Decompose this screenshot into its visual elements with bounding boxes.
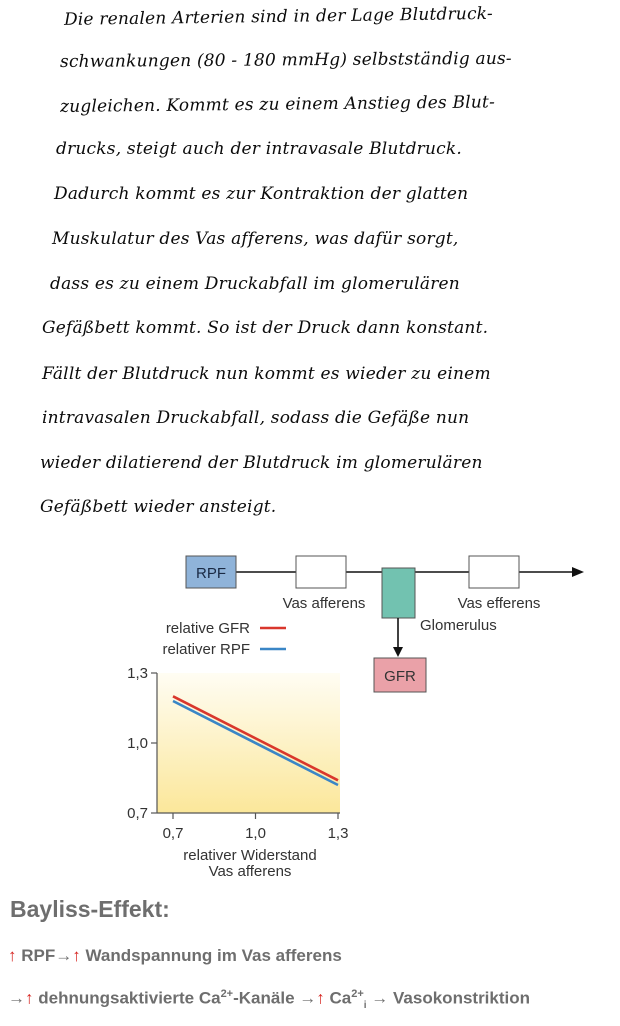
right-arrow-icon: → [371,988,389,1008]
vas-afferens-box [296,556,346,588]
glomerulus-box [382,568,415,618]
glomerulus-label: Glomerulus [420,617,497,634]
x-axis-title: Vas afferens [208,863,292,880]
note-line: zugleichen. Kommt es zu einem Anstieg des Blut- [59,92,496,117]
note-line: wieder dilatierend der Blutdruck im glomerulären [40,453,483,473]
note-line: dass es zu einem Druckabfall im glomerulären [50,274,460,294]
vas-afferens-label: Vas afferens [282,595,366,612]
note-line: Die renalen Arterien sind in der Lage Blutdruck- [63,3,494,30]
increase-arrow-icon: ↑ [8,946,17,965]
note-line: intravasalen Druckabfall, sodass die Gefäße nun [42,408,470,428]
summary-heading: Bayliss-Effekt: [10,896,170,922]
increase-arrow-icon: ↑ [316,988,325,1008]
plot-area [157,673,340,813]
formula-rpf: RPF [21,946,56,965]
formula-text: dehnungsaktivierte Ca [38,988,221,1008]
increase-arrow-icon: ↑ [25,988,34,1008]
legend-label-rpf: relativer RPF [162,641,250,658]
y-tick-label: 1,0 [127,735,148,752]
formula-sup: 2+ [220,988,234,1000]
formula-sup: 2+ [351,988,364,1000]
gfr-arrow-head [393,647,403,657]
right-arrow-icon: → [8,988,25,1008]
bayliss-diagram [0,540,620,890]
note-line: Gefäßbett wieder ansteigt. [40,497,277,517]
x-tick-label: 0,7 [162,825,184,842]
note-line: Dadurch kommt es zur Kontraktion der glatten [54,184,469,204]
right-arrow-icon: → [55,946,73,965]
formula-sub: i [363,1000,367,1012]
y-tick-label: 1,3 [127,665,148,682]
formula-line-1 [8,946,342,966]
formula-text: Ca [329,988,352,1008]
note-line: drucks, steigt auch der intravasale Blutdruck. [56,139,462,159]
x-tick-label: 1,0 [245,825,266,842]
right-arrow-icon: → [299,988,317,1008]
note-line: Gefäßbett kommt. So ist der Druck dann konstant. [42,318,489,338]
x-axis-title: relativer Widerstand [183,847,317,864]
formula-text: Vasokonstriktion [393,988,531,1008]
gfr-box-label: GFR [384,668,416,685]
formula-text: Wandspannung im Vas afferens [85,946,342,965]
vas-efferens-box [469,556,519,588]
note-line: Fällt der Blutdruck nun kommt es wieder zu einem [42,364,491,384]
legend-label-gfr: relative GFR [165,620,250,637]
formula-text: -Kanäle [233,988,295,1008]
vas-efferens-label: Vas efferens [457,595,541,612]
flow-arrow-head [572,567,584,577]
formula-line-2 [8,988,530,1011]
note-line: schwankungen (80 - 180 mmHg) selbstständig aus- [59,48,512,72]
x-tick-label: 1,3 [327,825,349,842]
rpf-box-label: RPF [196,565,226,582]
increase-arrow-icon: ↑ [72,946,81,965]
y-tick-label: 0,7 [127,805,148,822]
note-line: Muskulatur des Vas afferens, was dafür sorgt, [52,229,459,249]
